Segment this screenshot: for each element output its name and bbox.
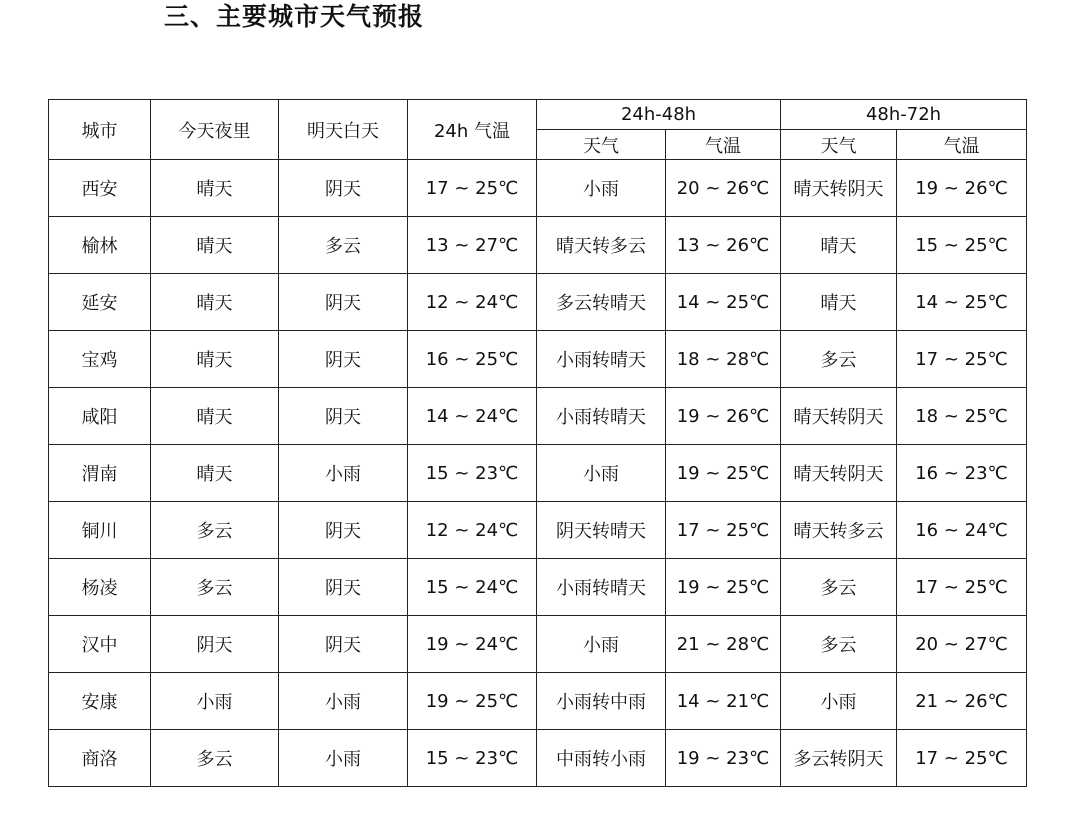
cell-tonight: 晴天: [151, 274, 279, 331]
cell-tomorrow-day: 多云: [279, 217, 408, 274]
cell-temp-48-72: 16 ~ 24℃: [897, 502, 1027, 559]
cell-city: 咸阳: [49, 388, 151, 445]
cell-weather-24-48: 小雨转晴天: [537, 388, 666, 445]
table-row: [49, 673, 1027, 730]
cell-city: 榆林: [49, 217, 151, 274]
cell-weather-48-72: 晴天转多云: [781, 502, 897, 559]
cell-temp-24-48: 14 ~ 21℃: [666, 673, 781, 730]
cell-tomorrow-day: 阴天: [279, 331, 408, 388]
cell-temp-24-48: 21 ~ 28℃: [666, 616, 781, 673]
cell-temp-48-72: 14 ~ 25℃: [897, 274, 1027, 331]
cell-temp-24h: 19 ~ 24℃: [408, 616, 537, 673]
cell-city: 杨凌: [49, 559, 151, 616]
cell-temp-24-48: 17 ~ 25℃: [666, 502, 781, 559]
table-row: [49, 616, 1027, 673]
cell-weather-24-48: 小雨转晴天: [537, 331, 666, 388]
cell-tomorrow-day: 阴天: [279, 274, 408, 331]
cell-temp-24-48: 18 ~ 28℃: [666, 331, 781, 388]
cell-temp-24h: 13 ~ 27℃: [408, 217, 537, 274]
cell-city: 宝鸡: [49, 331, 151, 388]
cell-weather-48-72: 晴天: [781, 274, 897, 331]
cell-weather-24-48: 小雨: [537, 160, 666, 217]
cell-tonight: 多云: [151, 730, 279, 787]
table-row: [49, 274, 1027, 331]
header-weather-24-48: 天气: [537, 130, 666, 160]
cell-temp-24-48: 14 ~ 25℃: [666, 274, 781, 331]
cell-temp-24h: 15 ~ 23℃: [408, 730, 537, 787]
cell-temp-24h: 16 ~ 25℃: [408, 331, 537, 388]
cell-temp-24-48: 20 ~ 26℃: [666, 160, 781, 217]
cell-temp-48-72: 17 ~ 25℃: [897, 730, 1027, 787]
cell-tonight: 晴天: [151, 388, 279, 445]
cell-temp-24h: 12 ~ 24℃: [408, 274, 537, 331]
header-temp-24h: 24h 气温: [408, 100, 537, 160]
header-weather-48-72: 天气: [781, 130, 897, 160]
cell-weather-48-72: 多云转阴天: [781, 730, 897, 787]
cell-weather-24-48: 小雨转中雨: [537, 673, 666, 730]
cell-weather-48-72: 晴天转阴天: [781, 388, 897, 445]
cell-temp-24-48: 19 ~ 25℃: [666, 445, 781, 502]
cell-tonight: 小雨: [151, 673, 279, 730]
cell-temp-24h: 12 ~ 24℃: [408, 502, 537, 559]
header-row-1: [49, 100, 1027, 130]
cell-temp-24h: 17 ~ 25℃: [408, 160, 537, 217]
cell-tomorrow-day: 小雨: [279, 673, 408, 730]
cell-weather-48-72: 多云: [781, 331, 897, 388]
cell-tonight: 晴天: [151, 331, 279, 388]
cell-tomorrow-day: 小雨: [279, 445, 408, 502]
header-temp-48-72: 气温: [897, 130, 1027, 160]
cell-tonight: 多云: [151, 502, 279, 559]
cell-temp-24-48: 19 ~ 23℃: [666, 730, 781, 787]
cell-tonight: 多云: [151, 559, 279, 616]
table-row: [49, 559, 1027, 616]
cell-weather-48-72: 多云: [781, 616, 897, 673]
cell-temp-48-72: 16 ~ 23℃: [897, 445, 1027, 502]
cell-tomorrow-day: 阴天: [279, 388, 408, 445]
table-row: [49, 160, 1027, 217]
city-forecast-table: [48, 99, 1027, 787]
cell-temp-24-48: 19 ~ 25℃: [666, 559, 781, 616]
cell-city: 延安: [49, 274, 151, 331]
cell-temp-48-72: 20 ~ 27℃: [897, 616, 1027, 673]
cell-tonight: 晴天: [151, 160, 279, 217]
header-tonight: 今天夜里: [151, 100, 279, 160]
cell-temp-24h: 15 ~ 24℃: [408, 559, 537, 616]
cell-city: 汉中: [49, 616, 151, 673]
section-title: 三、主要城市天气预报: [164, 2, 425, 31]
cell-weather-48-72: 多云: [781, 559, 897, 616]
cell-city: 渭南: [49, 445, 151, 502]
cell-temp-48-72: 17 ~ 25℃: [897, 559, 1027, 616]
cell-weather-24-48: 小雨: [537, 445, 666, 502]
cell-weather-48-72: 晴天: [781, 217, 897, 274]
cell-temp-48-72: 19 ~ 26℃: [897, 160, 1027, 217]
cell-temp-24h: 14 ~ 24℃: [408, 388, 537, 445]
cell-tonight: 阴天: [151, 616, 279, 673]
header-group-24-48: 24h-48h: [537, 100, 781, 130]
cell-temp-24-48: 19 ~ 26℃: [666, 388, 781, 445]
cell-temp-48-72: 17 ~ 25℃: [897, 331, 1027, 388]
cell-tomorrow-day: 阴天: [279, 502, 408, 559]
table-row: [49, 730, 1027, 787]
header-city: 城市: [49, 100, 151, 160]
table-row: [49, 388, 1027, 445]
cell-tonight: 晴天: [151, 445, 279, 502]
header-group-48-72: 48h-72h: [781, 100, 1027, 130]
cell-city: 商洛: [49, 730, 151, 787]
cell-weather-24-48: 中雨转小雨: [537, 730, 666, 787]
cell-tomorrow-day: 阴天: [279, 559, 408, 616]
cell-city: 铜川: [49, 502, 151, 559]
table-row: [49, 502, 1027, 559]
cell-weather-48-72: 晴天转阴天: [781, 160, 897, 217]
cell-temp-24h: 15 ~ 23℃: [408, 445, 537, 502]
cell-city: 西安: [49, 160, 151, 217]
table-row: [49, 331, 1027, 388]
cell-tomorrow-day: 阴天: [279, 160, 408, 217]
cell-tomorrow-day: 阴天: [279, 616, 408, 673]
cell-temp-48-72: 15 ~ 25℃: [897, 217, 1027, 274]
header-tomorrow-day: 明天白天: [279, 100, 408, 160]
cell-tonight: 晴天: [151, 217, 279, 274]
table-row: [49, 217, 1027, 274]
table-row: [49, 445, 1027, 502]
cell-city: 安康: [49, 673, 151, 730]
cell-weather-24-48: 阴天转晴天: [537, 502, 666, 559]
cell-temp-24h: 19 ~ 25℃: [408, 673, 537, 730]
cell-temp-24-48: 13 ~ 26℃: [666, 217, 781, 274]
cell-weather-24-48: 小雨转晴天: [537, 559, 666, 616]
cell-weather-48-72: 小雨: [781, 673, 897, 730]
cell-weather-24-48: 晴天转多云: [537, 217, 666, 274]
cell-temp-48-72: 18 ~ 25℃: [897, 388, 1027, 445]
cell-weather-24-48: 小雨: [537, 616, 666, 673]
cell-temp-48-72: 21 ~ 26℃: [897, 673, 1027, 730]
cell-tomorrow-day: 小雨: [279, 730, 408, 787]
header-temp-24-48: 气温: [666, 130, 781, 160]
cell-weather-24-48: 多云转晴天: [537, 274, 666, 331]
cell-weather-48-72: 晴天转阴天: [781, 445, 897, 502]
